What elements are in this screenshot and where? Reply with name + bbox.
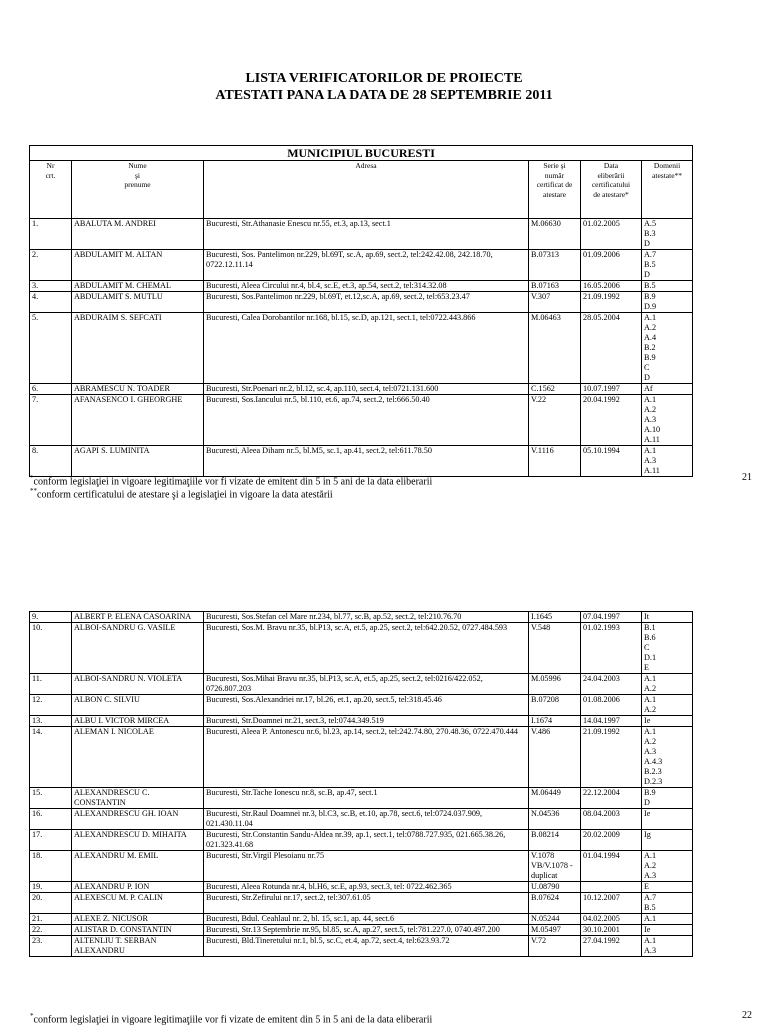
- domain-item: B.5: [644, 260, 656, 269]
- row-name: ABDULAMIT S. MUTLU: [72, 292, 204, 313]
- row-date: 21.09.1992: [581, 292, 642, 313]
- row-address: Bucuresti, Str.Zefirului nr.17, sect.2, tel:307.61.05: [204, 893, 529, 914]
- domain-item: D: [644, 239, 650, 248]
- row-date: 10.12.2007: [581, 893, 642, 914]
- row-number: 5.: [30, 313, 72, 384]
- domain-item: A.2: [644, 323, 657, 332]
- table-row: [30, 219, 693, 250]
- row-address: Bucuresti, Sos.M. Bravu nr.35, bl.P13, sc.A, et.5, ap.25, sect.2, tel:642.20.52, 0727.484.593: [204, 623, 529, 674]
- row-address: Bucuresti, Aleea Circului nr.4, bl.4, sc.E, et.3, ap.54, sect.2, tel:314.32.08: [204, 281, 529, 292]
- row-certificate: M.05996: [529, 674, 581, 695]
- row-date: [581, 882, 642, 893]
- row-number: 4.: [30, 292, 72, 313]
- row-number: 2.: [30, 250, 72, 281]
- verifiers-table-page-2: [29, 611, 693, 957]
- column-header-domains: Domenii atestate**: [642, 161, 693, 219]
- row-certificate: B.08214: [529, 830, 581, 851]
- column-header-name: Nume şi prenume: [72, 161, 204, 219]
- row-address: Bucuresti, Str.Athanasie Enescu nr.55, et.3, ap.13, sect.1: [204, 219, 529, 250]
- row-certificate: U.08790: [529, 882, 581, 893]
- domain-item: B.9: [644, 788, 656, 797]
- row-name: ALEXANDRU M. EMIL: [72, 851, 204, 882]
- row-name: ALBOI-SANDRU G. VASILE: [72, 623, 204, 674]
- row-address: Bucuresti, Str.Tache Ionescu nr.8, sc.B, ap.47, sect.1: [204, 788, 529, 809]
- row-certificate: V.22: [529, 395, 581, 446]
- row-certificate: N.05244: [529, 914, 581, 925]
- table-row: [30, 281, 693, 292]
- table-row: [30, 623, 693, 674]
- row-certificate: M.06630: [529, 219, 581, 250]
- domain-item: A.2: [644, 705, 657, 714]
- row-date: 24.04.2003: [581, 674, 642, 695]
- row-date: 05.10.1994: [581, 446, 642, 477]
- domain-item: A.2: [644, 684, 657, 693]
- domain-item: A.1: [644, 313, 657, 322]
- domain-item: Ie: [644, 925, 651, 934]
- row-number: 9.: [30, 612, 72, 623]
- domain-item: D: [644, 798, 650, 807]
- row-address: Bucuresti, Bld.Tineretului nr.1, bl.5, sc.C, et.4, ap.72, sect.4, tel:623.93.72: [204, 936, 529, 957]
- column-header-nr: Nr crt.: [30, 161, 72, 219]
- domain-item: Ig: [644, 830, 651, 839]
- domain-item: A.1: [644, 851, 657, 860]
- row-certificate: V.1116: [529, 446, 581, 477]
- domain-item: D.9: [644, 302, 657, 311]
- table-row: [30, 936, 693, 957]
- row-date: 20.02.2009: [581, 830, 642, 851]
- domain-item: A.1: [644, 727, 657, 736]
- domain-item: A.7: [644, 250, 657, 259]
- domain-item: A.11: [644, 466, 660, 475]
- table-row: [30, 788, 693, 809]
- table-row: [30, 882, 693, 893]
- table-row: [30, 612, 693, 623]
- row-domains: [642, 446, 693, 477]
- row-domains: [642, 313, 693, 384]
- row-address: Bucuresti, Sos. Pantelimon nr.229, bl.69T, sc.A, ap.69, sect.2, tel:242.42.08, 242.18.70, 0722.12.11.14: [204, 250, 529, 281]
- row-number: 1.: [30, 219, 72, 250]
- table-row: [30, 809, 693, 830]
- row-domains: [642, 219, 693, 250]
- domain-item: B.2.3: [644, 767, 662, 776]
- row-number: 10.: [30, 623, 72, 674]
- row-date: 22.12.2004: [581, 788, 642, 809]
- row-number: 7.: [30, 395, 72, 446]
- row-name: ABDULAMIT M. ALTAN: [72, 250, 204, 281]
- domain-item: A.1: [644, 936, 657, 945]
- footnote-2-text: conform certificatului de atestare şi a legislaţiei in vigoare la data atestării: [37, 489, 333, 501]
- row-date: 01.08.2006: [581, 695, 642, 716]
- row-name: ALEMAN I. NICOLAE: [72, 727, 204, 788]
- row-address: Bucuresti, Sos.Iancului nr.5, bl.110, et.6, ap.74, sect.2, tel:666.50.40: [204, 395, 529, 446]
- row-certificate: B.07624: [529, 893, 581, 914]
- table-row: [30, 851, 693, 882]
- row-domains: [642, 623, 693, 674]
- row-date: 14.04.1997: [581, 716, 642, 727]
- table-row: [30, 674, 693, 695]
- page-number-1: 21: [742, 472, 752, 483]
- row-number: 18.: [30, 851, 72, 882]
- row-certificate: B.07163: [529, 281, 581, 292]
- domain-item: B.9: [644, 353, 656, 362]
- domain-item: A.10: [644, 425, 661, 434]
- domain-item: B.9: [644, 292, 656, 301]
- footnote-1-page-2: *conform legislaţiei in vigoare legitimaţiile vor fi vizate de emitent din 5 in 5 ani de la data eliberarii: [30, 1012, 433, 1026]
- row-date: 16.05.2006: [581, 281, 642, 292]
- footnote-1-text: conform legislaţiei in vigoare legitimaţiile vor fi vizate de emitent din 5 in 5 ani de la data eliberarii: [33, 476, 433, 488]
- domain-item: A.5: [644, 219, 657, 228]
- domain-item: A.11: [644, 435, 660, 444]
- domain-item: A.4.3: [644, 757, 663, 766]
- row-number: 8.: [30, 446, 72, 477]
- table-row: [30, 395, 693, 446]
- row-name: ABRAMESCU N. TOADER: [72, 384, 204, 395]
- row-certificate: B.07313: [529, 250, 581, 281]
- row-date: 27.04.1992: [581, 936, 642, 957]
- domain-item: B.2: [644, 343, 656, 352]
- domain-item: A.4: [644, 333, 657, 342]
- table-row: [30, 914, 693, 925]
- row-date: 30.10.2001: [581, 925, 642, 936]
- row-domains: [642, 788, 693, 809]
- row-number: 15.: [30, 788, 72, 809]
- row-name: ALEXANDRU P. ION: [72, 882, 204, 893]
- row-certificate: C.1562: [529, 384, 581, 395]
- municipality-header: MUNICIPIUL BUCURESTI: [30, 146, 693, 161]
- column-header-date: Data eliberării certificatului de atestare*: [581, 161, 642, 219]
- row-number: 3.: [30, 281, 72, 292]
- row-name: ALEXANDRESCU C. CONSTANTIN: [72, 788, 204, 809]
- row-domains: [642, 384, 693, 395]
- row-address: Bucuresti, Str.Doamnei nr.21, sect.3, tel:0744.349.519: [204, 716, 529, 727]
- verifiers-table-page-1: [29, 145, 693, 477]
- row-name: ALBERT P. ELENA CASOARINA: [72, 612, 204, 623]
- row-domains: [642, 727, 693, 788]
- domain-item: Ie: [644, 809, 651, 818]
- row-number: 17.: [30, 830, 72, 851]
- domain-item: B.5: [644, 903, 656, 912]
- row-number: 22.: [30, 925, 72, 936]
- domain-item: D.1: [644, 653, 657, 662]
- row-name: AGAPI S. LUMINITA: [72, 446, 204, 477]
- row-name: ABDULAMIT M. CHEMAL: [72, 281, 204, 292]
- domain-item: A.3: [644, 415, 657, 424]
- column-header-address: Adresa: [204, 161, 529, 219]
- domain-item: C: [644, 643, 650, 652]
- row-domains: [642, 914, 693, 925]
- domain-item: A.2: [644, 861, 657, 870]
- row-name: ALEXESCU M. P. CALIN: [72, 893, 204, 914]
- domain-item: E: [644, 663, 650, 672]
- row-number: 20.: [30, 893, 72, 914]
- row-domains: [642, 612, 693, 623]
- domain-item: E: [644, 882, 650, 891]
- row-address: Bucuresti, Bdul. Ceahlaul nr. 2, bl. 15, sc.1, ap. 44, sect.6: [204, 914, 529, 925]
- domain-item: A.1: [644, 674, 657, 683]
- row-certificate: V.1078 VB/V.1078 - duplicat: [529, 851, 581, 882]
- domain-item: A.1: [644, 695, 657, 704]
- row-domains: [642, 695, 693, 716]
- row-number: 13.: [30, 716, 72, 727]
- table-row: [30, 893, 693, 914]
- domain-item: D: [644, 373, 650, 382]
- table-row: [30, 292, 693, 313]
- row-date: 08.04.2003: [581, 809, 642, 830]
- row-address: Bucuresti, Str.Raul Doamnei nr.3, bl.C3, sc.B, et.10, ap.78, sect.6, tel:0724.037.909, 021.430.11.04: [204, 809, 529, 830]
- row-name: ABALUTA M. ANDREI: [72, 219, 204, 250]
- row-domains: [642, 809, 693, 830]
- row-certificate: I.1674: [529, 716, 581, 727]
- row-domains: [642, 851, 693, 882]
- column-header-certificate: Serie şi număr certificat de atestare: [529, 161, 581, 219]
- table-row: [30, 727, 693, 788]
- row-name: ALBON C. SILVIU: [72, 695, 204, 716]
- row-certificate: V.307: [529, 292, 581, 313]
- row-date: 01.02.1993: [581, 623, 642, 674]
- row-address: Bucuresti, Sos.Stefan cel Mare nr.234, bl.77, sc.B, ap.52, sect.2, tel:210.76.70: [204, 612, 529, 623]
- page-title-line-2: ATESTATI PANA LA DATA DE 28 SEPTEMBRIE 2011: [215, 88, 553, 103]
- row-certificate: V.548: [529, 623, 581, 674]
- row-name: ALEXE Z. NICUSOR: [72, 914, 204, 925]
- domain-item: Af: [644, 384, 653, 393]
- row-number: 6.: [30, 384, 72, 395]
- row-domains: [642, 893, 693, 914]
- row-address: Bucuresti, Str.13 Septembrie nr.95, bl.85, sc.A, ap.27, sect.5, tel:781.227.0, 0740.497.200: [204, 925, 529, 936]
- row-number: 14.: [30, 727, 72, 788]
- row-date: 10.07.1997: [581, 384, 642, 395]
- row-number: 16.: [30, 809, 72, 830]
- domain-item: B.6: [644, 633, 656, 642]
- row-certificate: I.1645: [529, 612, 581, 623]
- domain-item: B.3: [644, 229, 656, 238]
- row-domains: [642, 882, 693, 893]
- domain-item: A.3: [644, 946, 657, 955]
- table-row: [30, 925, 693, 936]
- domain-item: A.2: [644, 405, 657, 414]
- row-date: 07.04.1997: [581, 612, 642, 623]
- row-address: Bucuresti, Str.Poenari nr.2, bl.12, sc.4, ap.110, sect.4, tel:0721.131.600: [204, 384, 529, 395]
- domain-item: A.1: [644, 446, 657, 455]
- footnote-2: **conform certificatului de atestare şi a legislaţiei in vigoare la data atestării: [30, 487, 333, 501]
- row-number: 21.: [30, 914, 72, 925]
- row-certificate: V.72: [529, 936, 581, 957]
- footnote-1-page-2-text: conform legislaţiei in vigoare legitimaţiile vor fi vizate de emitent din 5 in 5 ani de la data eliberarii: [33, 1014, 433, 1026]
- row-address: Bucuresti, Str.Virgil Plesoianu nr.75: [204, 851, 529, 882]
- table-row: [30, 250, 693, 281]
- row-date: 01.02.2005: [581, 219, 642, 250]
- row-date: 20.04.1992: [581, 395, 642, 446]
- row-certificate: B.07208: [529, 695, 581, 716]
- row-address: Bucuresti, Str.Constantin Sandu-Aldea nr.39, ap.1, sect.1, tel:0788.727.935, 021.665.38.26, 021.323.41.68: [204, 830, 529, 851]
- row-address: Bucuresti, Sos.Alexandriei nr.17, bl.26, et.1, ap.20, sect.5, tel:318.45.46: [204, 695, 529, 716]
- domain-item: A.1: [644, 914, 657, 923]
- row-address: Bucuresti, Aleea Diham nr.5, bl.M5, sc.1, ap.41, sect.2, tel:611.78.50: [204, 446, 529, 477]
- domain-item: A.2: [644, 737, 657, 746]
- footnote-1: *conform legislaţiei in vigoare legitimaţiile vor fi vizate de emitent din 5 in 5 ani de la data eliberarii: [30, 474, 433, 488]
- row-domains: [642, 250, 693, 281]
- domain-item: D.2.3: [644, 777, 663, 786]
- domain-item: A.1: [644, 395, 657, 404]
- row-address: Bucuresti, Calea Dorobantilor nr.168, bl.15, sc.D, ap.121, sect.1, tel:0722.443.866: [204, 313, 529, 384]
- row-date: 28.05.2004: [581, 313, 642, 384]
- row-date: 04.02.2005: [581, 914, 642, 925]
- row-number: 23.: [30, 936, 72, 957]
- domain-item: B.5: [644, 281, 656, 290]
- page-number-2: 22: [742, 1010, 752, 1021]
- row-domains: [642, 674, 693, 695]
- row-number: 11.: [30, 674, 72, 695]
- row-name: ALTENLIU T. SERBAN ALEXANDRU: [72, 936, 204, 957]
- row-address: Bucuresti, Sos.Pantelimon nr.229, bl.69T, et.12,sc.A, ap.69, sect.2, tel:653.23.47: [204, 292, 529, 313]
- page-title-line-1: LISTA VERIFICATORILOR DE PROIECTE: [245, 71, 523, 86]
- row-address: Bucuresti, Sos.Mihai Bravu nr.35, bl.P13, sc.A, et.5, ap.25, sect.2, tel:0216/422.052, 0726.807.203: [204, 674, 529, 695]
- row-date: 01.04.1994: [581, 851, 642, 882]
- domain-item: C: [644, 363, 650, 372]
- domain-item: A.3: [644, 871, 657, 880]
- row-number: 19.: [30, 882, 72, 893]
- table-row: [30, 695, 693, 716]
- row-domains: [642, 936, 693, 957]
- domain-item: B.1: [644, 623, 656, 632]
- row-domains: [642, 395, 693, 446]
- row-name: ABDURAIM S. SEFCATI: [72, 313, 204, 384]
- row-domains: [642, 925, 693, 936]
- row-date: 21.09.1992: [581, 727, 642, 788]
- domain-item: A.3: [644, 456, 657, 465]
- row-name: ALBU I. VICTOR MIRCEA: [72, 716, 204, 727]
- domain-item: D: [644, 270, 650, 279]
- row-domains: [642, 716, 693, 727]
- row-name: ALEXANDRESCU D. MIHAITA: [72, 830, 204, 851]
- row-certificate: M.05497: [529, 925, 581, 936]
- row-name: ALISTAR D. CONSTANTIN: [72, 925, 204, 936]
- table-row: [30, 830, 693, 851]
- domain-item: A.7: [644, 893, 657, 902]
- row-address: Bucuresti, Aleea Rotunda nr.4, bl.H6, sc.E, ap.93, sect.3, tel: 0722.462.365: [204, 882, 529, 893]
- row-address: Bucuresti, Aleea P. Antonescu nr.6, bl.23, ap.14, sect.2, tel:242.74.80, 270.48.36, 0722.470.444: [204, 727, 529, 788]
- table-row: [30, 384, 693, 395]
- domain-item: Ie: [644, 716, 651, 725]
- table-row: [30, 716, 693, 727]
- row-certificate: V.486: [529, 727, 581, 788]
- row-certificate: M.06463: [529, 313, 581, 384]
- row-name: ALEXANDRESCU GH. IOAN: [72, 809, 204, 830]
- row-name: ALBOI-SANDRU N. VIOLETA: [72, 674, 204, 695]
- domain-item: It: [644, 612, 650, 621]
- domain-item: A.3: [644, 747, 657, 756]
- row-certificate: M.06449: [529, 788, 581, 809]
- row-domains: [642, 281, 693, 292]
- row-name: AFANASENCO I. GHEORGHE: [72, 395, 204, 446]
- row-domains: [642, 292, 693, 313]
- row-number: 12.: [30, 695, 72, 716]
- row-date: 01.09.2006: [581, 250, 642, 281]
- row-certificate: N.04536: [529, 809, 581, 830]
- table-row: [30, 313, 693, 384]
- row-domains: [642, 830, 693, 851]
